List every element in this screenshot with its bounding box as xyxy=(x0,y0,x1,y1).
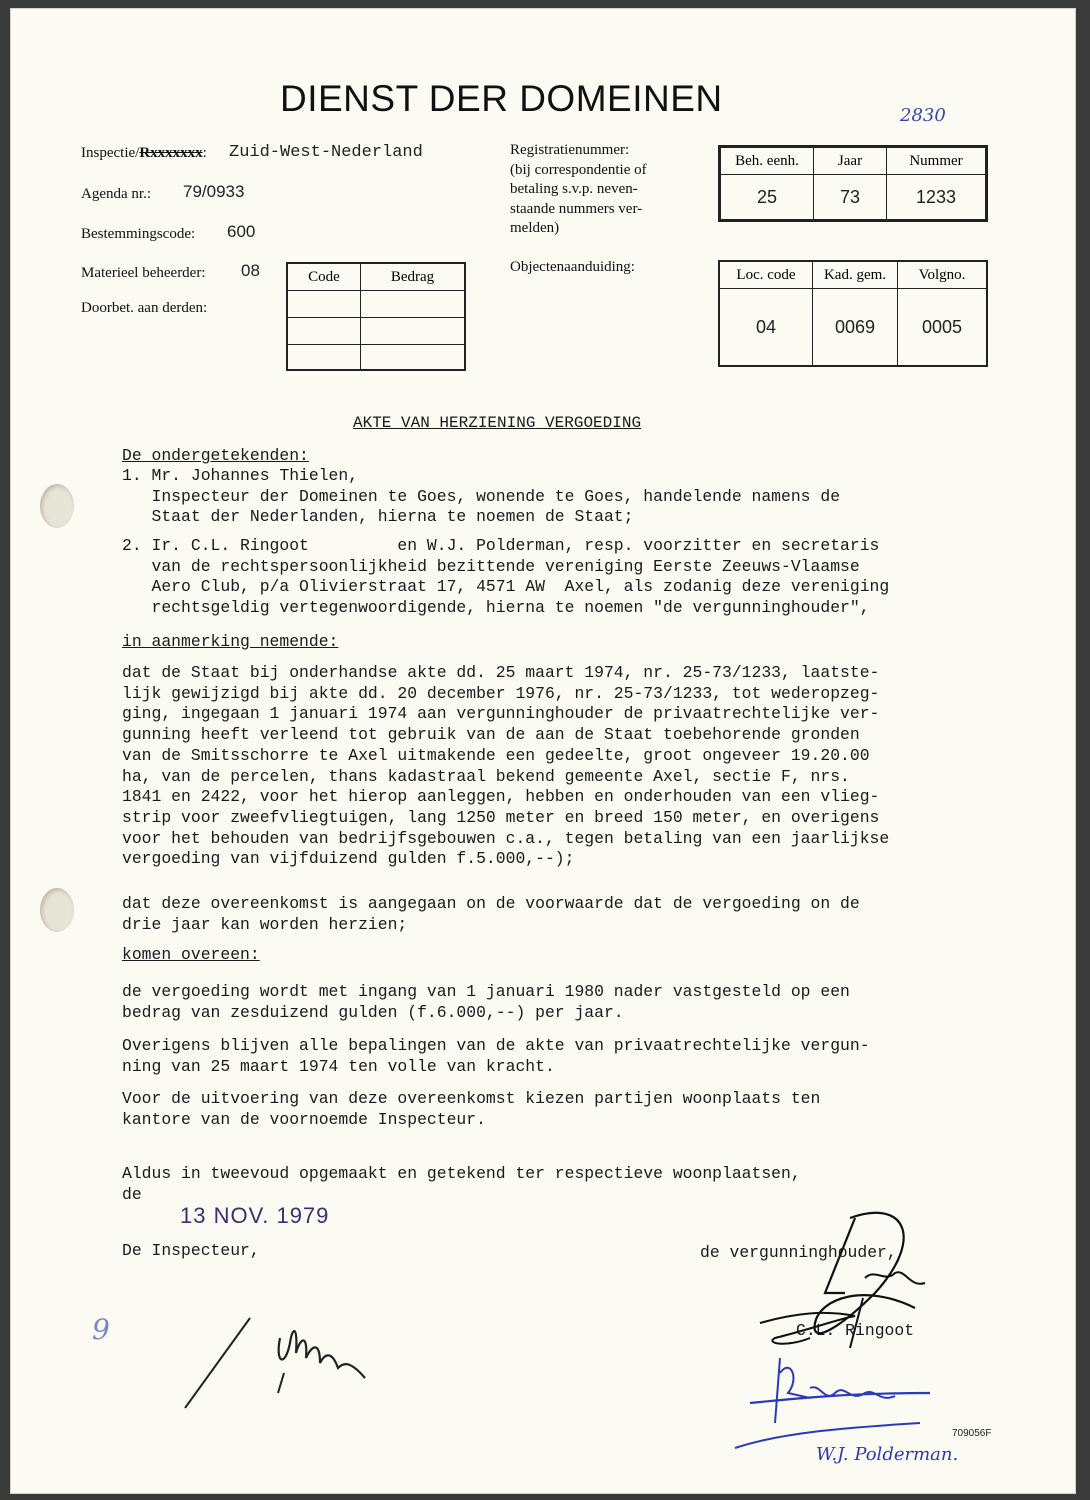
materieel-value: 08 xyxy=(241,261,260,280)
kad-gem-header: Kad. gem. xyxy=(813,261,898,289)
materieel-label: Materieel beheerder: xyxy=(81,265,206,281)
inspectie-label: Inspectie/ xyxy=(81,145,140,161)
inspectie-struck: Rxxxxxxx xyxy=(139,145,203,161)
inspecteur-label: De Inspecteur, xyxy=(122,1241,260,1260)
ringoot-name: C.L. Ringoot xyxy=(796,1321,915,1340)
jaar-header: Jaar xyxy=(814,147,887,175)
object-label: Objectenaanduiding: xyxy=(510,259,635,275)
bestemmings-label: Bestemmingscode: xyxy=(81,226,196,242)
agenda-value: 79/0933 xyxy=(183,182,245,201)
paragraph-1: dat de Staat bij onderhandse akte dd. 25 maart 1974, nr. 25-73/1233, laatste- lijk gewijzigd bij akte dd. 20 december 1976, nr. 25-73/1233, tot wederopzeg- ging, ingegaan 1 januari 1974 aan vergunninghouder de privaatrechtelijke ver- gunning heeft verleend tot gebruik van de aan de Staat toebehorende gronden van de Smitsschorre te Axel uitmakende een gedeelte, groot ongeveer 19.20.00 ha, van de percelen, thans kadastraal bekend gemeente Axel, sectie F, nrs. 1841 en 2422, voor het hierop aanleggen, hebben en onderhouden van een vlieg- strip voor zweefvliegtuigen, lang 1250 meter en breed 150 meter, en overigens voor het behouden van bedrijfsgebouwen c.a., tegen betaling van een jaarlijkse vergoeding van vijfduizend gulden f.5.000,--); xyxy=(122,663,890,869)
paragraph-2: dat deze overeenkomst is aangegaan on de voorwaarde dat de vergoeding on de drie jaar kan worden herzien; xyxy=(122,894,860,934)
nummer-header: Nummer xyxy=(887,147,987,175)
aldus-paragraph: Aldus in tweevoud opgemaakt en getekend ter respectieve woonplaatsen, de xyxy=(122,1164,801,1204)
loc-code-value: 04 xyxy=(719,289,813,367)
paragraph-5: Voor de uitvoering van deze overeenkomst kiezen partijen woonplaats ten kantore van de voornoemde Inspecteur. xyxy=(122,1089,821,1129)
kad-gem-value: 0069 xyxy=(813,289,898,367)
bedrag-header: Bedrag xyxy=(361,263,466,291)
code-bedrag-table xyxy=(286,262,466,371)
akte-title: AKTE VAN HERZIENING VERGOEDING xyxy=(353,414,642,432)
registratie-label: Registratienummer: (bij correspondentie of betaling s.v.p. neven- staande nummers ver- melden) xyxy=(510,142,647,236)
object-table xyxy=(718,260,988,367)
inspectie-field: Inspectie/Rxxxxxxx: xyxy=(81,145,207,161)
document-title: DIENST DER DOMEINEN xyxy=(280,78,723,119)
jaar-value: 73 xyxy=(814,175,887,221)
handwritten-number: 2830 xyxy=(900,105,946,126)
bedrag-cell xyxy=(361,345,466,371)
bestemmings-value: 600 xyxy=(227,222,256,241)
in-aanmerking-heading: in aanmerking nemende: xyxy=(122,632,339,651)
margin-mark: 9 xyxy=(92,1313,110,1346)
polderman-signature xyxy=(720,1348,940,1458)
form-code: 709056F xyxy=(952,1428,992,1439)
doorbet-label: Doorbet. aan derden: xyxy=(81,300,208,316)
loc-code-header: Loc. code xyxy=(719,261,813,289)
bedrag-cell xyxy=(361,318,466,345)
document-page xyxy=(10,8,1076,1494)
volgno-header: Volgno. xyxy=(898,261,988,289)
punch-hole-bottom xyxy=(40,888,74,932)
inspectie-value: Zuid-West-Nederland xyxy=(229,143,423,162)
inspecteur-signature xyxy=(180,1283,380,1413)
beh-eenh-header: Beh. eenh. xyxy=(720,147,814,175)
polderman-handwritten-name: W.J. Polderman. xyxy=(816,1444,959,1465)
bedrag-cell xyxy=(361,291,466,318)
code-cell xyxy=(287,345,361,371)
code-cell xyxy=(287,318,361,345)
komen-overeen-heading: komen overeen: xyxy=(122,945,260,964)
agenda-label: Agenda nr.: xyxy=(81,186,151,202)
registratie-table xyxy=(718,145,988,222)
ringoot-signature xyxy=(755,1198,955,1368)
ondergetekenden-heading: De ondergetekenden: xyxy=(122,446,309,465)
party-1: 1. Mr. Johannes Thielen, Inspecteur der Domeinen te Goes, wonende te Goes, handelende namens de Staat der Nederlanden, hierna te noemen de Staat; xyxy=(122,466,841,527)
code-cell xyxy=(287,291,361,318)
date-stamp: 13 NOV. 1979 xyxy=(180,1203,330,1228)
punch-hole-top xyxy=(40,484,74,528)
party-2: 2. Ir. C.L. Ringoot en W.J. Polderman, resp. voorzitter en secretaris van de rechtspersoonlijkheid bezittende vereniging Eerste Zeeuws-Vlaamse Aero Club, p/a Olivierstraat 17, 4571 AW Axel, als zodanig deze vereniging rechtsgeldig vertegenwoordigende, hierna te noemen "de vergunninghouder", xyxy=(122,536,890,618)
nummer-value: 1233 xyxy=(887,175,987,221)
paragraph-3: de vergoeding wordt met ingang van 1 januari 1980 nader vastgesteld op een bedrag van zesduizend gulden (f.6.000,--) per jaar. xyxy=(122,982,850,1022)
beh-eenh-value: 25 xyxy=(720,175,814,221)
code-header: Code xyxy=(287,263,361,291)
paragraph-4: Overigens blijven alle bepalingen van de akte van privaatrechtelijke vergun- ning van 25 maart 1974 ten volle van kracht. xyxy=(122,1036,870,1076)
vergunninghouder-label: de vergunninghouder, xyxy=(700,1243,897,1262)
volgno-value: 0005 xyxy=(898,289,988,367)
